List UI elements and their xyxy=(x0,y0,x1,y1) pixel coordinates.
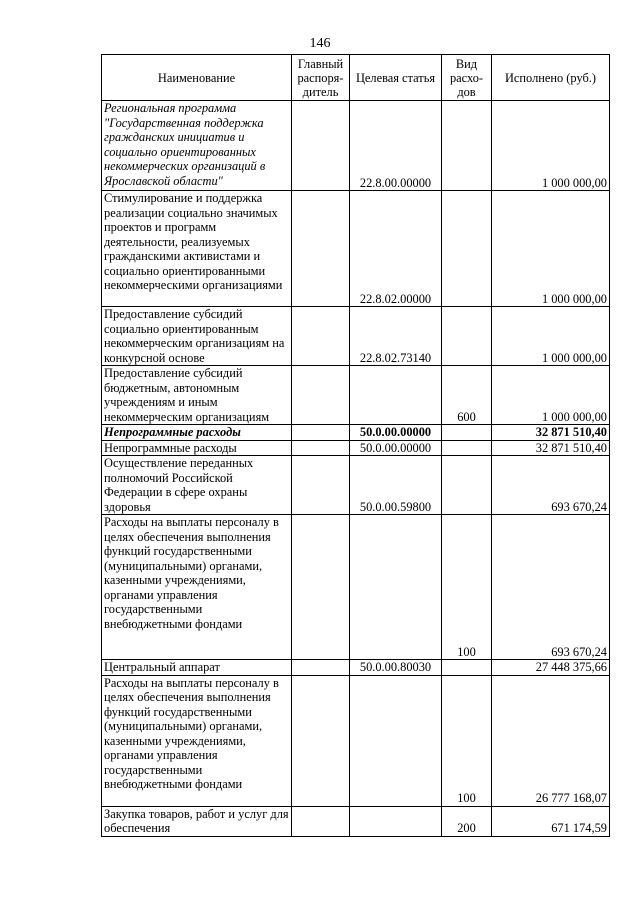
cell-admin xyxy=(292,191,350,307)
cell-name: Закупка товаров, работ и услуг для обеспечения xyxy=(102,806,292,836)
cell-type: 200 xyxy=(442,806,492,836)
cell-type: 100 xyxy=(442,675,492,806)
cell-type xyxy=(442,660,492,676)
cell-type xyxy=(442,456,492,515)
cell-admin xyxy=(292,101,350,191)
cell-executed: 693 670,24 xyxy=(492,456,610,515)
cell-admin xyxy=(292,515,350,660)
cell-target: 50.0.00.80030 xyxy=(350,660,442,676)
cell-target xyxy=(350,366,442,425)
cell-executed: 1 000 000,00 xyxy=(492,101,610,191)
cell-executed: 1 000 000,00 xyxy=(492,191,610,307)
header-target: Целевая статья xyxy=(350,55,442,101)
cell-admin xyxy=(292,440,350,456)
cell-target xyxy=(350,675,442,806)
cell-type xyxy=(442,307,492,366)
cell-name: Центральный аппарат xyxy=(102,660,292,676)
cell-name: Стимулирование и поддержка реализации социально значимых проектов и программ деятельности, реализуемых гражданскими активистами и социально ориентированными некоммерческими организациями xyxy=(102,191,292,307)
table-row xyxy=(102,101,610,191)
cell-admin xyxy=(292,456,350,515)
table-row xyxy=(102,307,610,366)
header-type: Вид расхо-дов xyxy=(442,55,492,101)
cell-executed: 26 777 168,07 xyxy=(492,675,610,806)
cell-executed: 32 871 510,40 xyxy=(492,440,610,456)
cell-target: 22.8.00.00000 xyxy=(350,101,442,191)
cell-admin xyxy=(292,425,350,441)
table-row xyxy=(102,675,610,806)
cell-type xyxy=(442,425,492,441)
cell-name: Осуществление переданных полномочий Российской Федерации в сфере охраны здоровья xyxy=(102,456,292,515)
table-row xyxy=(102,456,610,515)
cell-name: Региональная программа "Государственная поддержка гражданских инициатив и социально ориентированных некоммерческих организаций в Ярославской области" xyxy=(102,101,292,191)
cell-target xyxy=(350,806,442,836)
cell-name: Расходы на выплаты персоналу в целях обеспечения выполнения функций государственными (муниципальными) органами, казенными учреждениями, органами управления государственными внебюджетными фондами xyxy=(102,675,292,806)
cell-executed: 671 174,59 xyxy=(492,806,610,836)
cell-name: Предоставление субсидий социально ориентированным некоммерческим организациям на конкурсной основе xyxy=(102,307,292,366)
cell-executed: 27 448 375,66 xyxy=(492,660,610,676)
header-name: Наименование xyxy=(102,55,292,101)
cell-admin xyxy=(292,366,350,425)
cell-target: 22.8.02.00000 xyxy=(350,191,442,307)
header-executed: Исполнено (руб.) xyxy=(492,55,610,101)
cell-admin xyxy=(292,307,350,366)
cell-name: Расходы на выплаты персоналу в целях обеспечения выполнения функций государственными (муниципальными) органами, казенными учреждениями, органами управления государственными внебюджетными фондами xyxy=(102,515,292,660)
cell-target: 50.0.00.59800 xyxy=(350,456,442,515)
cell-type xyxy=(442,101,492,191)
cell-name: Предоставление субсидий бюджетным, автономным учреждениям и иным некоммерческим организациям xyxy=(102,366,292,425)
cell-name: Непрограммные расходы xyxy=(102,425,292,441)
cell-target xyxy=(350,515,442,660)
table-header-row xyxy=(102,55,610,101)
table-row xyxy=(102,660,610,676)
cell-executed: 32 871 510,40 xyxy=(492,425,610,441)
table-row xyxy=(102,440,610,456)
cell-executed: 693 670,24 xyxy=(492,515,610,660)
table-row xyxy=(102,191,610,307)
cell-target: 50.0.00.00000 xyxy=(350,425,442,441)
cell-name: Непрограммные расходы xyxy=(102,440,292,456)
table-row xyxy=(102,366,610,425)
cell-admin xyxy=(292,806,350,836)
cell-admin xyxy=(292,675,350,806)
cell-executed: 1 000 000,00 xyxy=(492,307,610,366)
cell-type xyxy=(442,440,492,456)
cell-admin xyxy=(292,660,350,676)
cell-type: 100 xyxy=(442,515,492,660)
table-row xyxy=(102,515,610,660)
page-number: 146 xyxy=(309,36,331,51)
budget-table xyxy=(101,54,610,837)
table-row xyxy=(102,425,610,441)
table-row xyxy=(102,806,610,836)
table-body xyxy=(102,101,610,837)
cell-type xyxy=(442,191,492,307)
header-admin: Главный распоря-дитель xyxy=(292,55,350,101)
cell-type: 600 xyxy=(442,366,492,425)
cell-target: 50.0.00.00000 xyxy=(350,440,442,456)
cell-executed: 1 000 000,00 xyxy=(492,366,610,425)
cell-target: 22.8.02.73140 xyxy=(350,307,442,366)
